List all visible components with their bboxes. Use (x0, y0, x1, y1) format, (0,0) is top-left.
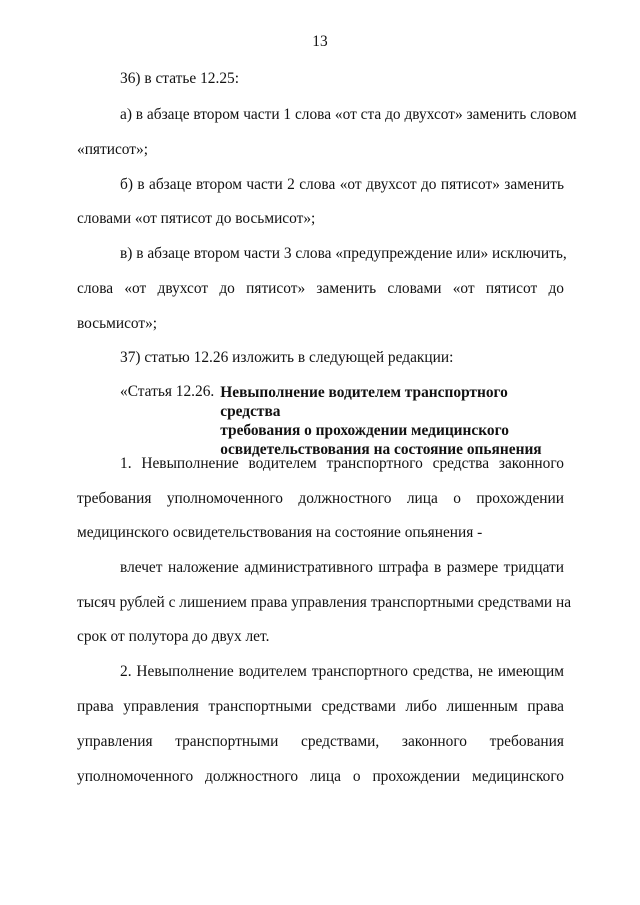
item-v-line2: слова «от двухсот до пятисот» заменить словами «от пятисот до (77, 280, 564, 297)
part2-line3: управления транспортными средствами, законного требования (77, 733, 564, 750)
part1-line3: медицинского освидетельствования на состояние опьянения - (77, 524, 483, 541)
part2-line2: права управления транспортными средствами либо лишенным права (77, 698, 564, 715)
item-b-line2: словами «от пятисот до восьмисот»; (77, 210, 316, 227)
article-title-line: требования о прохождении медицинского (220, 422, 509, 439)
item-36: 36) в статье 12.25: (120, 70, 239, 87)
item-v-line3: восьмисот»; (77, 315, 158, 332)
part1-line1: 1. Невыполнение водителем транспортного средства законного (120, 455, 564, 472)
part2-line4: уполномоченного должностного лица о прохождении медицинского (77, 768, 564, 785)
item-37: 37) статью 12.26 изложить в следующей редакции: (120, 349, 454, 366)
item-a-line2: «пятисот»; (77, 141, 148, 158)
article-number: «Статья 12.26. (120, 383, 215, 400)
article-title-line: Невыполнение водителем транспортного средства (220, 384, 508, 420)
sanction-line3: срок от полутора до двух лет. (77, 628, 270, 645)
article-title-line: освидетельствования на состояние опьянения (220, 441, 542, 458)
sanction-line1: влечет наложение административного штрафа в размере тридцати (120, 559, 564, 576)
item-a-line1: а) в абзаце втором части 1 слова «от ста до двухсот» заменить словом (120, 106, 577, 123)
item-v-line1: в) в абзаце втором части 3 слова «предупреждение или» исключить, (120, 245, 567, 262)
item-b-line1: б) в абзаце втором части 2 слова «от двухсот до пятисот» заменить (120, 176, 564, 193)
part1-line2: требования уполномоченного должностного лица о прохождении (77, 490, 564, 507)
page-number: 13 (312, 33, 328, 50)
article-heading (120, 383, 560, 459)
sanction-line2: тысяч рублей с лишением права управления транспортными средствами на (77, 594, 572, 611)
part2-line1: 2. Невыполнение водителем транспортного средства, не имеющим (120, 663, 564, 680)
article-title (220, 383, 560, 459)
